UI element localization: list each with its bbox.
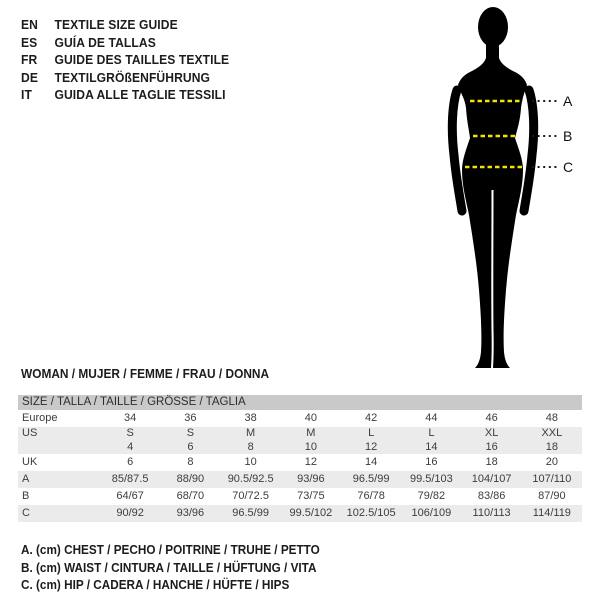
- size-cell: 8: [187, 456, 194, 468]
- size-cell: 68/70: [176, 490, 205, 502]
- size-table-body: [18, 410, 582, 522]
- size-cell: 96.5/99: [232, 507, 269, 519]
- size-cell: 38: [244, 412, 257, 424]
- size-cell: XL: [484, 427, 499, 439]
- size-table: [18, 395, 582, 522]
- language-title: GUÍA DE TALLAS: [54, 34, 156, 50]
- size-cell: 10: [304, 440, 317, 453]
- size-cell: 16: [485, 440, 498, 453]
- waist-label: B: [563, 128, 573, 144]
- language-row: [21, 86, 229, 104]
- size-cell: 18: [545, 440, 558, 453]
- size-cell: 48: [545, 412, 558, 424]
- size-cell: 4: [127, 440, 134, 453]
- table-row: [18, 505, 582, 522]
- size-cell: 8: [247, 440, 254, 453]
- size-cell: 36: [184, 412, 197, 424]
- size-cell: 44: [425, 412, 438, 424]
- size-cell: 14: [425, 440, 438, 453]
- size-cell: M: [246, 427, 256, 439]
- size-cell: 6: [127, 456, 134, 468]
- size-cell: L: [368, 427, 375, 439]
- size-cell: 90.5/92.5: [227, 473, 274, 485]
- size-cell: S: [126, 427, 134, 439]
- legend-line: A. (cm) CHEST / PECHO / POITRINE / TRUHE / PETTO: [21, 543, 320, 557]
- size-table-header: SIZE / TALLA / TAILLE / GRÖSSE / TAGLIA: [18, 395, 582, 410]
- woman-group-title: WOMAN / MUJER / FEMME / FRAU / DONNA: [21, 367, 270, 381]
- size-cell: 83/86: [477, 490, 506, 502]
- size-cell: 10: [244, 456, 257, 468]
- size-cell: 12: [304, 456, 317, 468]
- size-cell: 40: [304, 412, 317, 424]
- language-row: [21, 16, 229, 34]
- size-cell: 88/90: [176, 473, 205, 485]
- size-cell: 87/90: [538, 490, 566, 502]
- size-cell: 12: [365, 440, 378, 453]
- table-row: [18, 488, 582, 505]
- table-row: [18, 441, 582, 455]
- size-cell: 99.5/103: [409, 473, 453, 485]
- size-cell: 6: [187, 440, 194, 453]
- table-row: [18, 410, 582, 427]
- size-cell: 14: [365, 456, 378, 468]
- size-cell: 90/92: [116, 507, 144, 519]
- hip-label: C: [563, 159, 574, 175]
- language-code: IT: [21, 87, 32, 102]
- size-cell: 96.5/99: [352, 473, 390, 485]
- size-cell: M: [306, 427, 316, 439]
- table-row: [18, 427, 582, 441]
- woman-silhouette: [420, 0, 600, 380]
- size-cell: 102.5/105: [346, 507, 396, 519]
- head: [478, 7, 508, 47]
- chest-label: A: [563, 93, 573, 109]
- language-title: GUIDE DES TAILLES TEXTILE: [54, 52, 230, 67]
- row-label: A: [22, 473, 30, 485]
- size-cell: 93/96: [176, 507, 205, 519]
- size-cell: 20: [545, 456, 558, 468]
- size-cell: 42: [365, 412, 378, 424]
- language-code: EN: [21, 17, 38, 32]
- size-cell: 76/78: [357, 490, 385, 502]
- size-cell: 93/96: [297, 473, 325, 485]
- row-label: B: [22, 490, 30, 502]
- size-cell: 104/107: [471, 473, 512, 485]
- right-arm: [524, 90, 534, 211]
- size-cell: L: [428, 427, 435, 439]
- size-cell: 114/119: [532, 507, 571, 519]
- size-cell: XXL: [541, 427, 563, 439]
- size-cell: 18: [485, 456, 498, 468]
- size-cell: 46: [485, 412, 498, 424]
- row-label: [18, 441, 100, 455]
- table-row: [18, 471, 582, 488]
- language-title: TEXTILE SIZE GUIDE: [54, 17, 178, 32]
- size-cell: 34: [124, 412, 137, 424]
- size-cell: 99.5/102: [289, 507, 333, 519]
- size-cell: S: [186, 427, 195, 439]
- left-arm: [452, 90, 462, 211]
- language-title: GUIDA ALLE TAGLIE TESSILI: [54, 87, 226, 102]
- woman-silhouette-figure: [420, 0, 600, 380]
- language-code: FR: [21, 52, 38, 67]
- language-row: [21, 69, 229, 87]
- language-code: DE: [21, 69, 38, 85]
- size-cell: 16: [425, 456, 438, 468]
- row-label: C: [22, 507, 30, 519]
- size-cell: 107/110: [532, 473, 572, 485]
- size-cell: 106/109: [411, 507, 452, 519]
- size-cell: 110/113: [472, 507, 511, 519]
- row-label: UK: [22, 456, 38, 468]
- leg-separator: [492, 190, 493, 368]
- table-row: [18, 454, 582, 471]
- size-cell: 85/87.5: [111, 473, 149, 485]
- language-row: [21, 34, 229, 52]
- legend-line: B. (cm) WAIST / CINTURA / TAILLE / HÜFTUNG / VITA: [21, 560, 317, 575]
- size-cell: 79/82: [417, 490, 446, 502]
- language-title: TEXTILGRÖßENFÜHRUNG: [54, 69, 211, 85]
- row-label: Europe: [22, 412, 58, 424]
- size-cell: 73/75: [297, 490, 325, 502]
- language-code: ES: [21, 34, 38, 50]
- row-label: US: [22, 427, 38, 439]
- measurement-legend: [21, 542, 320, 595]
- size-cell: 70/72.5: [232, 490, 269, 502]
- size-cell: 64/67: [116, 490, 144, 502]
- language-row: [21, 51, 229, 69]
- language-list: [21, 16, 229, 104]
- legend-line: C. (cm) HIP / CADERA / HANCHE / HÜFTE / HIPS: [21, 578, 290, 592]
